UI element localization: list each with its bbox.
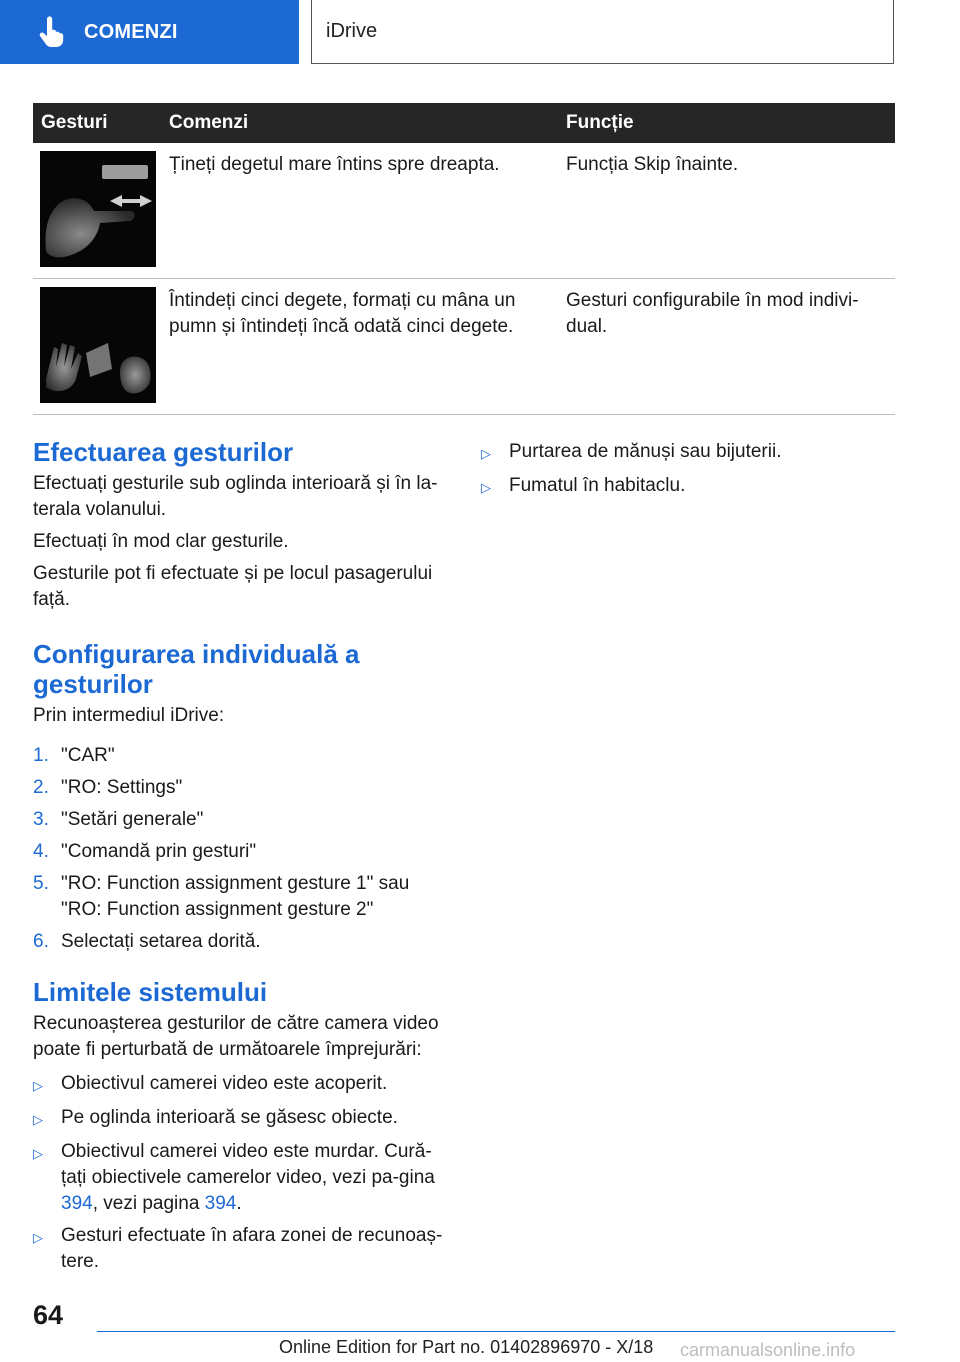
gesture-hand-image <box>40 287 156 403</box>
list-item <box>33 871 443 923</box>
triangle-bullet-icon: ▷ <box>33 1230 43 1245</box>
step-number: 5. <box>33 873 49 894</box>
section-title-limits: Limitele sistemului <box>33 977 268 1007</box>
table-row <box>33 143 895 279</box>
list-item <box>33 1071 443 1099</box>
gestures-table <box>33 103 895 415</box>
step-number: 4. <box>33 841 49 862</box>
command-text: Întindeți cinci degete, formați cu mâna un pumn și întindeți încă odată cinci degete. <box>169 290 516 337</box>
list-item <box>33 929 443 955</box>
bullet-text: Obiectivul camerei video este murdar. Cură-țați obiectivele camerelor video, vezi pa-gina 394, vezi pagina 394. <box>61 1141 435 1214</box>
list-item <box>33 1223 443 1275</box>
bullet-text: Purtarea de mănuși sau bijuterii. <box>509 441 782 462</box>
table-header <box>33 103 895 143</box>
table-row <box>33 279 895 415</box>
section-tab[interactable] <box>0 0 299 64</box>
step-number: 2. <box>33 777 49 798</box>
paragraph: Gesturile pot fi efectuate și pe locul pasagerului față. <box>33 563 433 610</box>
chapter-header <box>311 0 894 64</box>
bullet-text: Gesturi efectuate în afara zonei de recunoaș-tere. <box>61 1225 443 1272</box>
list-item <box>33 1105 443 1133</box>
header-function: Funcție <box>566 112 634 133</box>
step-number: 1. <box>33 745 49 766</box>
section-label: COMENZI <box>84 20 178 43</box>
function-text: Gesturi configurabile în mod indivi-dual. <box>566 290 859 337</box>
list-item <box>33 1139 443 1217</box>
list-item <box>33 807 443 833</box>
gesture-thumb-image <box>40 151 156 267</box>
watermark: carmanualsonline.info <box>680 1340 856 1360</box>
bullet-text: Pe oglinda interioară se găsesc obiecte. <box>61 1107 398 1128</box>
bullet-text: Obiectivul camerei video este acoperit. <box>61 1073 388 1094</box>
page-link[interactable]: 394 <box>61 1193 93 1214</box>
paragraph: Efectuați gesturile sub oglinda interioară și în la-terala volanului. <box>33 473 438 520</box>
triangle-bullet-icon: ▷ <box>33 1078 43 1093</box>
step-number: 6. <box>33 931 49 952</box>
function-text: Funcția Skip înainte. <box>566 154 739 175</box>
step-text: "RO: Function assignment gesture 1" sau "RO: Function assignment gesture 2" <box>61 873 410 920</box>
step-number: 3. <box>33 809 49 830</box>
section-title-perform: Efectuarea gesturilor <box>33 437 294 467</box>
section-title-configure: Configurarea individuală a gesturilor <box>33 639 360 699</box>
list-item <box>33 839 443 865</box>
triangle-bullet-icon: ▷ <box>33 1146 43 1161</box>
page-number: 64 <box>33 1300 64 1330</box>
steps-list <box>33 743 443 955</box>
paragraph: Efectuați în mod clar gesturile. <box>33 531 289 552</box>
chapter-label: iDrive <box>326 20 378 42</box>
bullet-text: Fumatul în habitaclu. <box>509 475 686 496</box>
page-link[interactable]: 394 <box>204 1193 237 1214</box>
step-text: "Setări generale" <box>61 809 204 830</box>
step-text: "Comandă prin gesturi" <box>61 841 257 862</box>
command-text: Țineți degetul mare întins spre dreapta. <box>169 154 500 175</box>
hand-pointer-icon <box>34 15 68 49</box>
limits-list <box>33 1071 443 1275</box>
paragraph: Prin intermediul iDrive: <box>33 705 225 726</box>
footer-divider <box>97 1331 895 1332</box>
step-text: "RO: Settings" <box>61 777 183 798</box>
triangle-bullet-icon: ▷ <box>481 446 491 461</box>
header-gestures: Gesturi <box>41 112 108 133</box>
list-item <box>481 473 891 501</box>
triangle-bullet-icon: ▷ <box>33 1112 43 1127</box>
triangle-bullet-icon: ▷ <box>481 480 491 495</box>
list-item <box>481 439 891 467</box>
header-commands: Comenzi <box>169 112 249 133</box>
right-column <box>481 437 891 507</box>
step-text: Selectați setarea dorită. <box>61 931 261 952</box>
list-item <box>33 743 443 769</box>
list-item <box>33 775 443 801</box>
paragraph: Recunoașterea gesturilor de către camera video poate fi perturbată de următoarele împrejurări: <box>33 1013 439 1060</box>
limits-list-continued <box>481 439 891 501</box>
step-text: "CAR" <box>61 745 115 766</box>
edition-text: Online Edition for Part no. 01402896970 - X/18 <box>279 1337 654 1357</box>
left-column <box>33 437 443 1281</box>
